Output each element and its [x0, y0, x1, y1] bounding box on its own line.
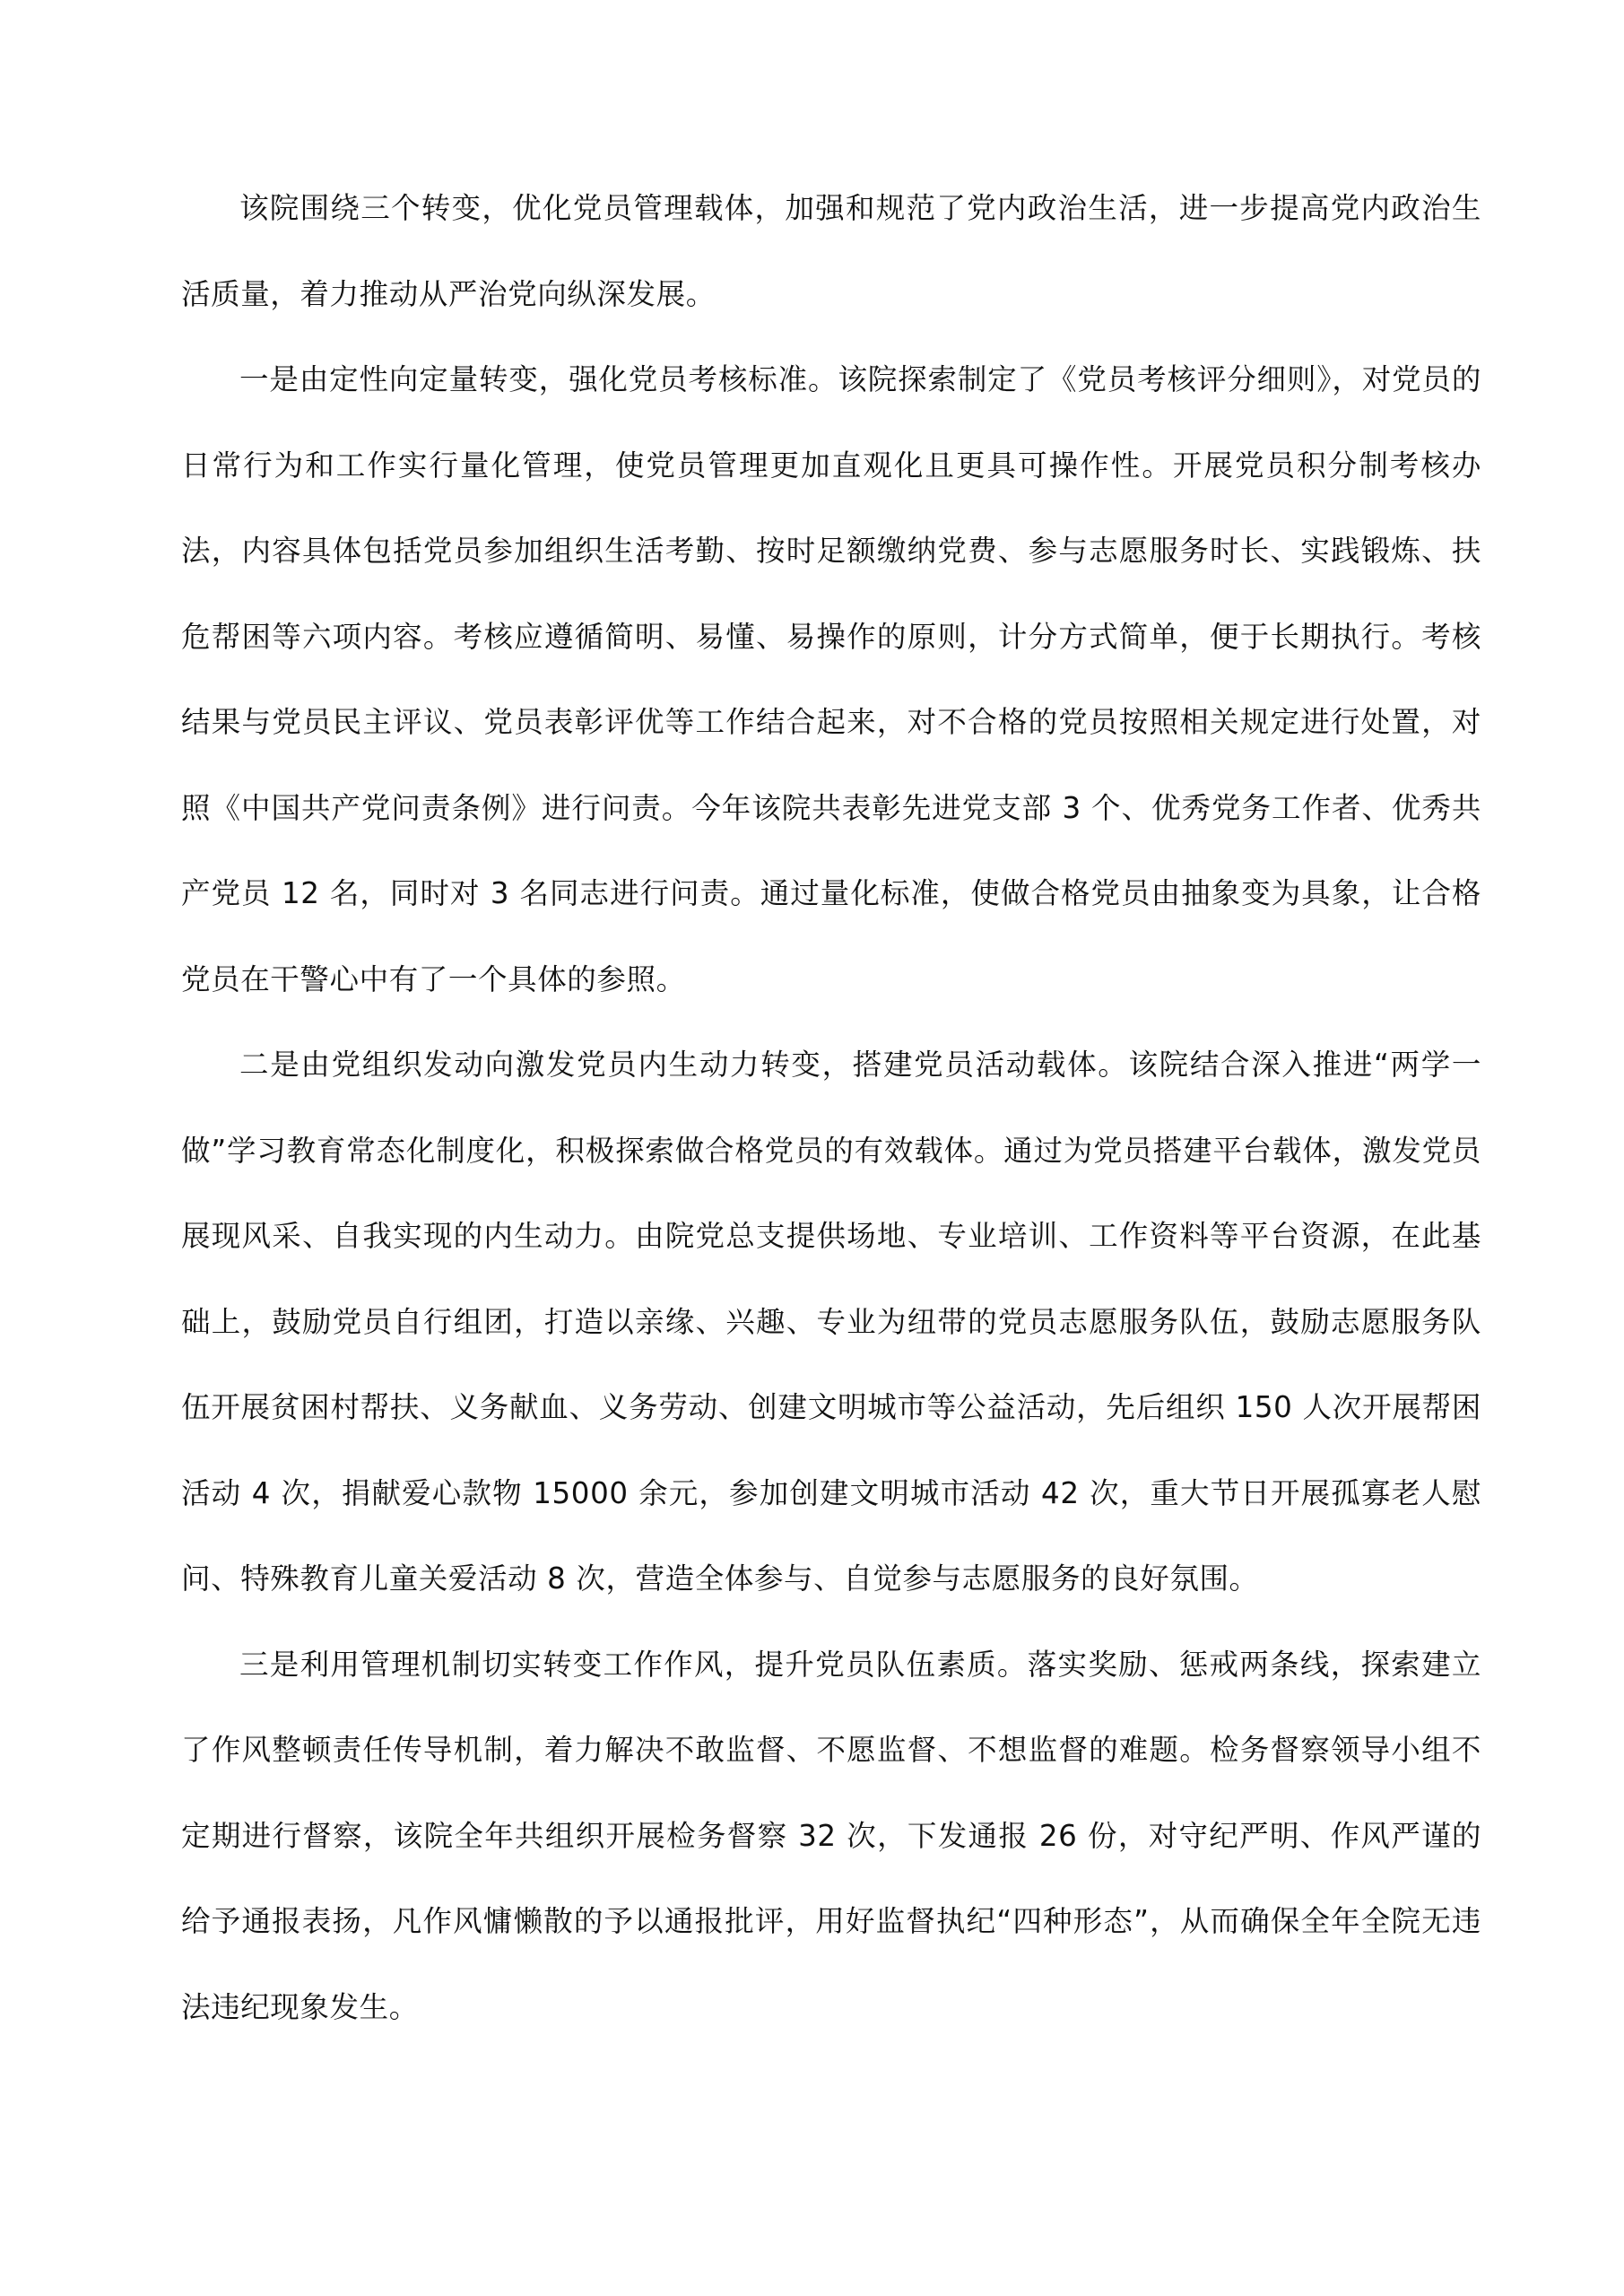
intro-paragraph: 该院围绕三个转变，优化党员管理载体，加强和规范了党内政治生活，进一步提高党内政治生活质量，着力推动从严治党向纵深发展。 — [181, 191, 1481, 311]
paragraph-point-one: 一是由定性向定量转变，强化党员考核标准。该院探索制定了《党员考核评分细则》，对党员的日常行为和工作实行量化管理，使党员管理更加直观化且更具可操作性。开展党员积分制考核办法，内容具体包括党员参加组织生活考勤、按时足额缴纳党费、参与志愿服务时长、实践锻炼、扶危帮困等六项内容。考核应遵循简明、易懂、易操作的原则，计分方式简单，便于长期执行。考核结果与党员民主评议、党员表彰评优等工作结合起来，对不合格的党员按照相关规定进行处置，对照《中国共产党问责条例》进行问责。今年该院共表彰先进党支部 3 个、优秀党务工作者、优秀共产党员 12 名，同时对 3 名同志进行问责。通过量化标准，使做合格党员由抽象变为具象，让合格党员在干警心中有了一个具体的参照。 — [181, 362, 1481, 996]
paragraph-point-two: 二是由党组织发动向激发党员内生动力转变，搭建党员活动载体。该院结合深入推进“两学一做”学习教育常态化制度化，积极探索做合格党员的有效载体。通过为党员搭建平台载体，激发党员展现风采、自我实现的内生动力。由院党总支提供场地、专业培训、工作资料等平台资源，在此基础上，鼓励党员自行组团，打造以亲缘、兴趣、专业为纽带的党员志愿服务队伍，鼓励志愿服务队伍开展贫困村帮扶、义务献血、义务劳动、创建文明城市等公益活动，先后组织 150 人次开展帮困活动 4 次，捐献爱心款物 15000 余元，参加创建文明城市活动 42 次，重大节日开展孤寡老人慰问、特殊教育儿童关爱活动 8 次，营造全体参与、自觉参与志愿服务的良好氛围。 — [181, 1048, 1481, 1596]
document-body — [181, 166, 1481, 2050]
paragraph-point-three: 三是利用管理机制切实转变工作作风，提升党员队伍素质。落实奖励、惩戒两条线，探索建立了作风整顿责任传导机制，着力解决不敢监督、不愿监督、不想监督的难题。检务督察领导小组不定期进行督察，该院全年共组织开展检务督察 32 次，下发通报 26 份，对守纪严明、作风严谨的给予通报表扬，凡作风慵懒散的予以通报批评，用好监督执纪“四种形态”，从而确保全年全院无违法违纪现象发生。 — [181, 1647, 1481, 2024]
